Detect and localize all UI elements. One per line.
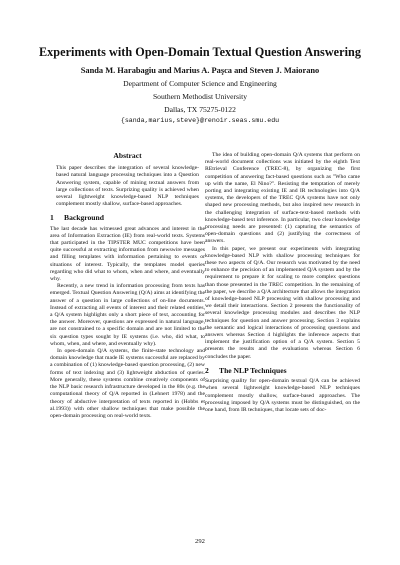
background-paragraph-3: In open-domain Q/A systems, the finite-state technology and domain knowledge that made IE systems successful are replaced by a combination of (1) knowledge-based question processing, (2) new forms of text indexing and (3) lightweight abduction of queries. More generally, these systems combine creatively components of the NLP basic research infrastructure developed in the 80s (e.g. the computational theory of Q/A reported in (Lehnert 1978) and the theory of abductive interpretation of texts reported in (Hobbs et al.1993)) with other shallow techniques that make possible the open-domain processing on real-world texts. [50,348,205,419]
abstract-heading: Abstract [113,151,142,160]
section-title: The NLP Techniques [219,365,287,375]
paper-title: Experiments with Open-Domain Textual Question Answering [38,45,362,59]
affiliation-department: Department of Computer Science and Engineering [123,79,277,88]
section-heading-nlp-techniques [205,367,360,374]
right-paragraph-2: In this paper, we present our experiments with integrating knowledge-based NLP with shallow processing techniques for these two aspects of Q/A. Our research was motivated by the need to enhance the precision of an implemented Q/A system and by the requirement to prepare it for scaling to more complex questions than those presented in the TREC competition. In the remaining of the paper, we describe a Q/A architecture that allows the integration of knowledge-based NLP processing with shallow processing and we detail their interactions. Section 2 presents the functionality of several knowledge processing modules and describes the NLP techniques for question and answer processing. Section 3 explains the semantic and logical interactions of processing questions and answers whereas Section 4 highlights the inference aspects that implement the justification option of a Q/A system. Section 5 presents the results and the evaluations whereas Section 6 concludes the paper. [205,245,360,360]
affiliation-address: Dallas, TX 75275-0122 [164,105,236,114]
left-column [50,152,205,420]
section-heading-background [50,214,205,221]
background-paragraph-2: Recently, a new trend in information processing from texts has emerged. Textual Question Answering (Q/A) aims at identifying the answer of a question in large collections of on-line documents. Instead of extracting all events of interest and their related entities, a Q/A system highlights only a short piece of text, accounting for the answer. Moreover, questions are expressed in natural language, are not constrained to a specific domain and are not limited to the six question types sought by IE systems (i.e. who, did what, to whom, when, and where, and eventually why). [50,283,205,347]
affiliation-university: Southern Methodist University [152,92,248,101]
section-number: 2 [205,365,209,375]
section-number: 1 [50,213,54,223]
page-number: 292 [195,538,205,545]
right-column [205,152,360,414]
author-list: Sanda M. Harabagiu and Marius A. Paşca and Steven J. Maiorano [80,66,320,75]
author-email: {sanda,marius,steve}@renoir.seas.smu.edu [120,117,280,124]
section-title: Background [64,213,104,223]
abstract-text: This paper describes the integration of several knowledge-based natural language processing techniques into a Question Answering system, capable of mining textual answers from large collections of texts. Surprizing quality is achieved when several lightweight knowledge-based NLP techniques complement mostly shallow, surface-based approaches. [56,165,199,208]
nlp-techniques-paragraph: Surprising quality for open-domain textual Q/A can be achieved when several lightweight knowledge-based NLP techniques complement mostly shallow, surface-based approaches. The processing imposed by Q/A systems must be distinguished, on the one hand, from IR techniques, that locate sets of doc- [205,378,360,413]
background-paragraph-1: The last decade has witnessed great advances and interest in the area of Information Extraction (IE) from real-world texts. Systems that participated in the TIPSTER MUC competitions have been quite successful at extracting information from newswire messages and filling templates with information pertaining to events or situations of interest. Typically, the templates model queries regarding who did what to whom, when and where, and eventually why. [50,225,205,283]
right-paragraph-1: The idea of building open-domain Q/A systems that perform on real-world document collections was initiated by the eighth Text REtrieval Conference (TREC-8), by organizing the first competition of answering fact-based questions such as "Who came up with the name, El Nino?". Resisting the temptation of merely porting and integrating existing IE and IR technologies into Q/A systems, the developers of the TREC Q/A systems have not only shaped new processing methods, but also inspired new research in the challenging integration of surface-text-based methods with knowledge-based text inference. In particular, two clear knowledge processing needs are presented: (1) capturing the semantics of open-domain questions and (2) justifying the correctness of answers. [205,152,360,245]
